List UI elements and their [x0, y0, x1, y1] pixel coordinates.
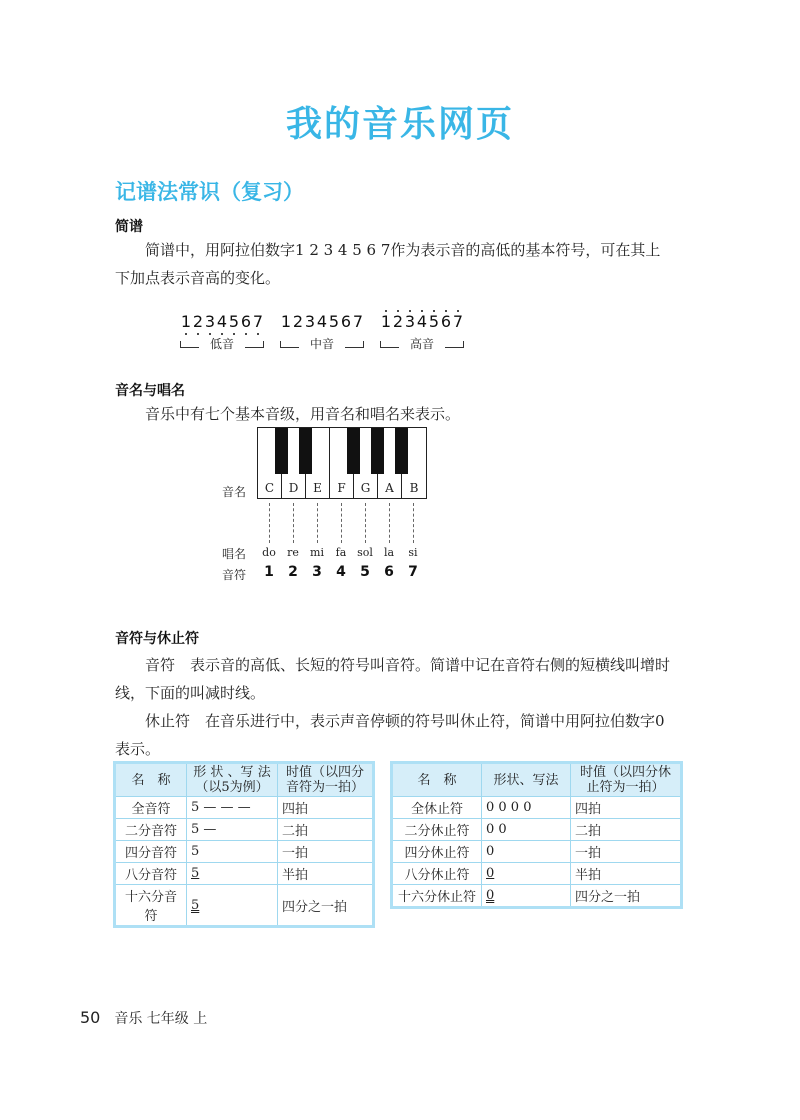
jianpu-digit: 7	[452, 312, 464, 331]
table-header: 时值（以四分音符为一拍）	[278, 763, 374, 797]
section-title: 记谱法常识（复习）	[115, 180, 304, 204]
pitch-name: F	[337, 481, 346, 495]
notes-heading: 音名与唱名	[115, 383, 185, 399]
guide-line	[341, 503, 342, 543]
note-table	[113, 761, 375, 928]
solfege-syllable: si	[408, 546, 418, 559]
table-cell: 0	[482, 841, 571, 863]
pitch-name: G	[360, 481, 371, 495]
jianpu-digit: 6	[440, 312, 452, 331]
black-key	[299, 428, 312, 474]
table-row	[115, 885, 374, 927]
table-row	[392, 863, 682, 885]
table-row	[392, 885, 682, 908]
table-row	[115, 797, 374, 819]
note-number: 4	[336, 564, 346, 580]
eighth-note-symbol: 5	[191, 866, 200, 881]
number-label: 音符	[222, 568, 247, 582]
pitch-name: B	[409, 481, 419, 495]
guide-line	[293, 503, 294, 543]
table-header: 形状、写法	[482, 763, 571, 797]
jianpu-digit: 2	[392, 312, 404, 331]
table-cell	[187, 863, 278, 885]
table-cell	[482, 885, 571, 908]
rests-text-notes: 音符 表示音的高低、长短的符号叫音符。简谱中记在音符右侧的短横线叫增时线，下面的叫减时线。	[115, 656, 671, 702]
notes-text: 音乐中有七个基本音级，用音名和唱名来表示。	[145, 405, 461, 423]
jianpu-digit: 1	[180, 312, 192, 331]
jianpu-digit: 2	[292, 312, 304, 331]
table-cell: 0 0 0 0	[482, 797, 571, 819]
table-cell: 十六分休止符	[392, 885, 482, 908]
table-row	[115, 819, 374, 841]
note-number: 6	[384, 564, 394, 580]
jianpu-digit: 3	[404, 312, 416, 331]
solfege-syllable: mi	[310, 546, 324, 559]
table-cell: 5	[187, 841, 278, 863]
jianpu-digit: 5	[228, 312, 240, 331]
table-header: 时值（以四分休止符为一拍）	[571, 763, 682, 797]
table-cell: 0 0	[482, 819, 571, 841]
rests-heading: 音符与休止符	[115, 631, 199, 647]
guide-line	[389, 503, 390, 543]
range-low	[180, 335, 264, 352]
table-cell: 八分音符	[115, 863, 187, 885]
table-row	[392, 797, 682, 819]
piano-keyboard	[257, 427, 427, 499]
table-cell: 5 —	[187, 819, 278, 841]
black-key	[347, 428, 360, 474]
range-label: 高音	[409, 337, 434, 351]
pitch-name: E	[313, 481, 322, 495]
solfege-syllable: do	[262, 546, 276, 559]
guide-line	[365, 503, 366, 543]
note-number: 7	[408, 564, 418, 580]
table-header: 名 称	[115, 763, 187, 797]
table-row	[392, 841, 682, 863]
page-number: 50	[80, 1008, 101, 1027]
note-number: 1	[264, 564, 274, 580]
jianpu-high-octave	[380, 312, 464, 331]
table-cell: 一拍	[571, 841, 682, 863]
jianpu-digit: 1	[380, 312, 392, 331]
range-label: 中音	[309, 337, 334, 351]
table-cell	[482, 863, 571, 885]
pitch-name-label: 音名	[222, 485, 247, 499]
table-cell	[187, 885, 278, 927]
jianpu-text: 简谱中，用阿拉伯数字1 2 3 4 5 6 7作为表示音的高低的基本符号，可在其上下加点表示音高的变化。	[115, 241, 661, 287]
note-number: 5	[360, 564, 370, 580]
jianpu-low-octave	[180, 312, 264, 331]
jianpu-digit: 3	[204, 312, 216, 331]
pitch-name: C	[264, 481, 275, 495]
table-cell: 半拍	[278, 863, 374, 885]
black-key	[395, 428, 408, 474]
sixteenth-note-symbol: 5	[191, 897, 200, 913]
table-row	[115, 863, 374, 885]
solfege-syllable: fa	[335, 546, 347, 559]
pitch-name: D	[288, 481, 299, 495]
jianpu-digit: 6	[240, 312, 252, 331]
table-cell: 四分之一拍	[571, 885, 682, 908]
table-cell: 全音符	[115, 797, 187, 819]
table-cell: 四分休止符	[392, 841, 482, 863]
table-row	[115, 841, 374, 863]
solfege-label: 唱名	[222, 547, 247, 561]
note-number: 3	[312, 564, 322, 580]
range-label: 低音	[209, 337, 234, 351]
table-cell: 半拍	[571, 863, 682, 885]
solfege-syllable: sol	[357, 546, 373, 559]
jianpu-digit: 7	[352, 312, 364, 331]
range-high	[380, 335, 464, 352]
jianpu-digit: 4	[316, 312, 328, 331]
jianpu-digit: 4	[216, 312, 228, 331]
guide-line	[413, 503, 414, 543]
solfege-syllable: re	[287, 546, 299, 559]
table-cell: 全休止符	[392, 797, 482, 819]
page-title: 我的音乐网页	[285, 104, 514, 145]
range-middle	[280, 335, 364, 352]
black-key	[275, 428, 288, 474]
table-cell: 一拍	[278, 841, 374, 863]
jianpu-digit: 7	[252, 312, 264, 331]
pitch-name: A	[385, 481, 394, 495]
eighth-rest-symbol: 0	[486, 866, 495, 881]
table-cell: 四分之一拍	[278, 885, 374, 927]
table-header: 形 状 、写 法（以5为例）	[187, 763, 278, 797]
table-row	[392, 819, 682, 841]
jianpu-digit: 5	[428, 312, 440, 331]
table-cell: 四分音符	[115, 841, 187, 863]
jianpu-digit: 1	[280, 312, 292, 331]
book-title: 音乐 七年级 上	[114, 1011, 208, 1027]
solfege-syllable: la	[383, 546, 395, 559]
guide-line	[317, 503, 318, 543]
rests-text-rests: 休止符 在音乐进行中，表示声音停顿的符号叫休止符，简谱中用阿拉伯数字0表示。	[115, 712, 665, 758]
jianpu-digit: 4	[416, 312, 428, 331]
jianpu-heading: 简谱	[115, 219, 143, 235]
sixteenth-rest-symbol: 0	[486, 888, 495, 903]
table-cell: 十六分音符	[115, 885, 187, 927]
guide-line	[269, 503, 270, 543]
table-cell: 四拍	[278, 797, 374, 819]
jianpu-digit: 3	[304, 312, 316, 331]
note-number: 2	[288, 564, 298, 580]
page-footer	[80, 1008, 207, 1028]
black-key	[371, 428, 384, 474]
jianpu-digit: 5	[328, 312, 340, 331]
rest-table	[390, 761, 683, 909]
table-header: 名 称	[392, 763, 482, 797]
table-cell: 5 — — —	[187, 797, 278, 819]
table-cell: 二拍	[571, 819, 682, 841]
table-cell: 二分休止符	[392, 819, 482, 841]
jianpu-middle-octave	[280, 312, 364, 331]
jianpu-digit: 2	[192, 312, 204, 331]
table-cell: 四拍	[571, 797, 682, 819]
jianpu-digit: 6	[340, 312, 352, 331]
table-cell: 二分音符	[115, 819, 187, 841]
table-cell: 二拍	[278, 819, 374, 841]
table-cell: 八分休止符	[392, 863, 482, 885]
